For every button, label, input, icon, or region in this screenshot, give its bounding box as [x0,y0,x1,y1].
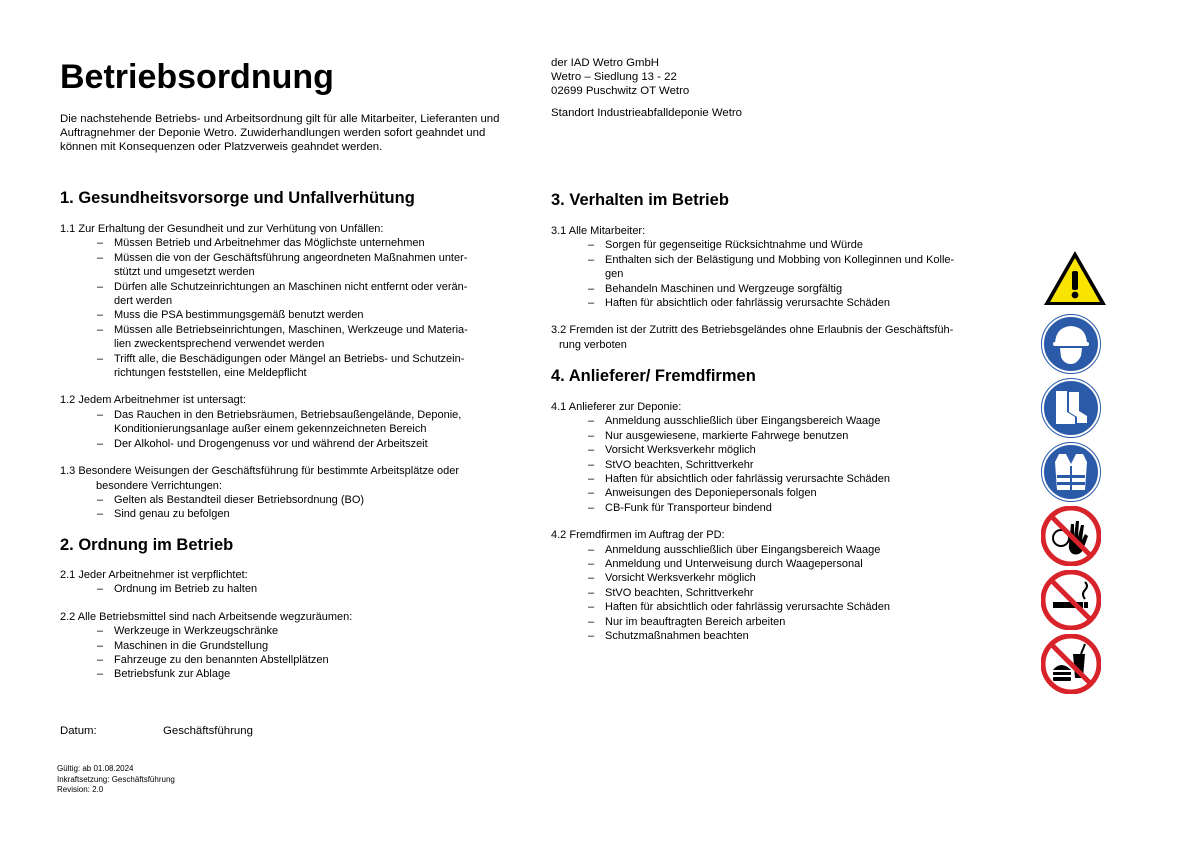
vest-mandatory-icon [1041,442,1101,502]
footer-effective: Inkraftsetzung: Geschäftsführung [57,774,175,784]
list-item: – Haften für absichtlich oder fahrlässig verursachte Schäden [588,601,890,614]
company-name: der IAD Wetro GmbH [551,57,660,69]
street: Wetro – Siedlung 13 - 22 [551,71,677,84]
section-2-title: 2. Ordnung im Betrieb [60,536,234,554]
date-label: Datum: [60,725,97,737]
list-item: – Nur im beauftragten Bereich arbeiten [588,615,786,628]
list-item: – Dürfen alle Schutzeinrichtungen an Maschinen nicht entfernt oder verän- dert werden [97,280,468,308]
list-item: – Enthalten sich der Belästigung und Mobbing von Kolleginnen und Kolle- gen [588,253,955,281]
list-item: – Vorsicht Werksverkehr möglich [588,444,756,457]
list-item: – Fahrzeuge zu den benannten Abstellplätzen [97,654,329,667]
no-smoking-icon [1041,570,1101,630]
list-item: – Haften für absichtlich oder fahrlässig verursachte Schäden [588,473,890,486]
no-food-drink-icon [1041,634,1101,694]
list-item: – Anmeldung und Unterweisung durch Waagepersonal [588,558,863,571]
subsection-3-1-head: 3.1 Alle Mitarbeiter: [551,225,646,237]
section-2-body [60,568,530,682]
section-1-body [60,222,530,522]
footer-revision: Revision: 2.0 [57,785,104,794]
signature-line [60,725,253,737]
list-item: – Trifft alle, die Beschädigungen oder Mängel an Betriebs- und Schutzein- richtungen feststellen, eine Meldepflicht [97,352,465,380]
list-item: – Anweisungen des Deponiepersonals folgen [588,487,817,500]
subsection-2-2-head: 2.2 Alle Betriebsmittel sind nach Arbeitsende wegzuräumen: [60,610,353,623]
list-item: – Müssen alle Betriebseinrichtungen, Maschinen, Werkzeuge und Materia- lien zweckentsprechend verwendet werden [97,323,468,351]
list-3-1 [551,238,1011,310]
subsection-1-3-head: 1.3 Besondere Weisungen der Geschäftsführung für bestimmte Arbeitsplätze oder [60,465,460,478]
subsection-1-3-head-cont: besondere Verrichtungen: [96,479,222,492]
list-4-2 [551,543,1011,644]
section-3-body [551,224,1011,352]
list-4-1 [551,414,1011,515]
list-item: – Werkzeuge in Werkzeugschränke [97,625,279,638]
list-item: – Ordnung im Betrieb zu halten [97,583,258,596]
page-title: Betriebsordnung [60,58,334,96]
management-label: Geschäftsführung [163,725,253,737]
subsection-3-2-head-cont: rung verboten [559,338,627,351]
list-2-1 [60,582,530,596]
subsection-1-2-head: 1.2 Jedem Arbeitnehmer ist untersagt: [60,394,246,407]
list-item: – Vorsicht Werksverkehr möglich [588,572,756,585]
section-3-title: 3. Verhalten im Betrieb [551,191,729,209]
list-item: – Müssen Betrieb und Arbeitnehmer das Möglichste unternehmen [97,237,425,250]
list-item: – Nur ausgewiesene, markierte Fahrwege benutzen [588,429,849,442]
address-block [551,56,742,120]
list-item: – StVO beachten, Schrittverkehr [588,586,754,599]
list-1-3 [60,493,530,522]
list-item: – Schutzmaßnahmen beachten [588,630,749,643]
intro-text: Die nachstehende Betriebs- und Arbeitsordnung gilt für alle Mitarbeiter, Lieferanten und Auftragnehmer der Deponie Wetro. Zuwiderhandlungen werden sofort geahndet und können mit Konsequenzen oder Platzverweis geahndet werden. [60,113,500,154]
list-1-1 [60,236,530,380]
subsection-3-2-head: 3.2 Fremden ist der Zutritt des Betriebsgeländes ohne Erlaubnis der Geschäftsfüh- [551,324,954,337]
list-item: – CB-Funk für Transporteur bindend [588,501,772,514]
list-item: – Sind genau zu befolgen [97,508,230,521]
list-item: – Haften für absichtlich oder fahrlässig verursachte Schäden [588,297,890,310]
list-item: – Müssen die von der Geschäftsführung angeordneten Maßnahmen unter- stützt und umgesetzt werden [97,251,468,279]
list-item: – Anmeldung ausschließlich über Eingangsbereich Waage [588,415,881,428]
list-2-2 [60,624,530,682]
site-name: Standort Industrieabfalldeponie Wetro [551,106,743,119]
subsection-1-1-head: 1.1 Zur Erhaltung der Gesundheit und zur Verhütung von Unfällen: [60,223,384,235]
helmet-mandatory-icon [1041,314,1101,374]
no-entry-hand-icon [1041,506,1101,566]
section-4-body [551,400,1011,644]
section-4-title: 4. Anlieferer/ Fremdfirmen [551,367,756,385]
list-item: – Der Alkohol- und Drogengenuss vor und während der Arbeitszeit [97,437,428,450]
list-1-2 [60,408,530,451]
list-item: – Behandeln Maschinen und Wergzeuge sorgfältig [588,282,843,295]
city: 02699 Puschwitz OT Wetro [551,85,690,98]
list-item: – Gelten als Bestandteil dieser Betriebsordnung (BO) [97,493,365,506]
list-item: – Anmeldung ausschließlich über Eingangsbereich Waage [588,543,881,556]
section-1-title: 1. Gesundheitsvorsorge und Unfallverhütung [60,189,415,207]
list-item: – Maschinen in die Grundstellung [97,639,269,652]
subsection-4-2-head: 4.2 Fremdfirmen im Auftrag der PD: [551,529,725,542]
list-item: – Sorgen für gegenseitige Rücksichtnahme und Würde [588,239,864,252]
warning-icon [1042,249,1108,307]
boots-mandatory-icon [1041,378,1101,438]
list-item: – Das Rauchen in den Betriebsräumen, Betriebsaußengelände, Deponie, Konditionierungsanlage außer einem gekennzeichneten Bereich [97,408,462,436]
list-item: – Muss die PSA bestimmungsgemäß benutzt werden [97,309,364,322]
subsection-2-1-head: 2.1 Jeder Arbeitnehmer ist verpflichtet: [60,569,248,581]
footer-valid: Gültig: ab 01.08.2024 [57,764,134,773]
footer [57,764,175,796]
subsection-4-1-head: 4.1 Anlieferer zur Deponie: [551,401,682,413]
list-item: – StVO beachten, Schrittverkehr [588,458,754,471]
list-item: – Betriebsfunk zur Ablage [97,668,231,681]
